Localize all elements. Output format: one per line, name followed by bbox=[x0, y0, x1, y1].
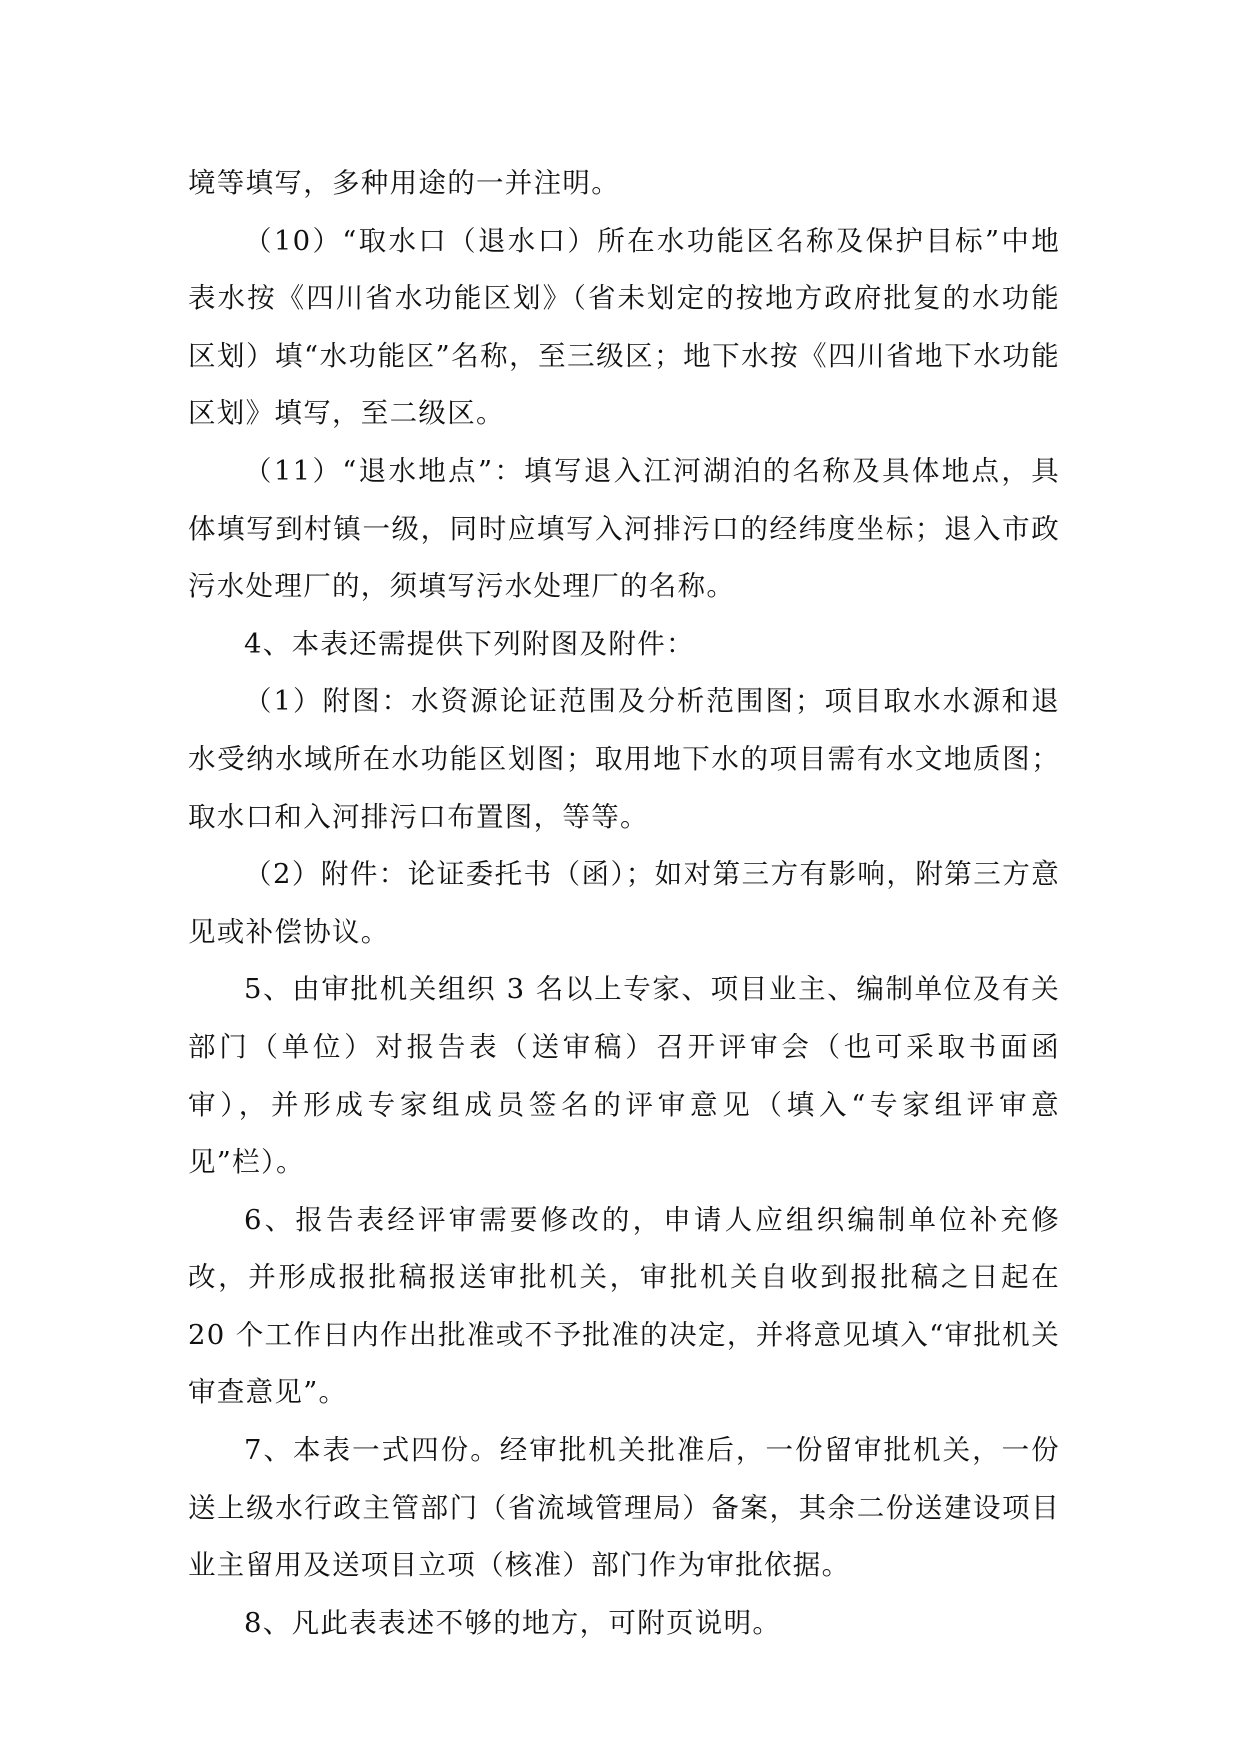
paragraph-continuation: 境等填写，多种用途的一并注明。 bbox=[188, 167, 620, 199]
paragraph-section-7: 7、本表一式四份。经审批机关批准后，一份留审批机关，一份送上级水行政主管部门（省流域管理局）备案，其余二份送建设项目业主留用及送项目立项（核准）部门作为审批依据。 bbox=[188, 1434, 1060, 1582]
paragraph-section-4: 4、本表还需提供下列附图及附件： bbox=[244, 627, 695, 660]
paragraph-section-6: 6、报告表经评审需要修改的，申请人应组织编制单位补充修改，并形成报批稿报送审批机关，审批机关自收到报批稿之日起在 20 个工作日内作出批准或不予批准的决定，并将意见填入“审批机关审查意见”。 bbox=[188, 1203, 1060, 1409]
paragraph-section-8: 8、凡此表表述不够的地方，可附页说明。 bbox=[244, 1606, 782, 1639]
paragraph-attachment-figures: （1）附图：水资源论证范围及分析范围图；项目取水水源和退水受纳水域所在水功能区划图；取用地下水的项目需有水文地质图；取水口和入河排污口布置图，等等。 bbox=[188, 685, 1060, 833]
paragraph-item-11: （11）“退水地点”：填写退入江河湖泊的名称及具体地点，具体填写到村镇一级，同时应填写入河排污口的经纬度坐标；退入市政污水处理厂的，须填写污水处理厂的名称。 bbox=[188, 454, 1060, 603]
paragraph-section-5: 5、由审批机关组织 3 名以上专家、项目业主、编制单位及有关部门（单位）对报告表（送审稿）召开评审会（也可采取书面函审），并形成专家组成员签名的评审意见（填入“专家组评审意见”栏）。 bbox=[188, 973, 1060, 1179]
document-body bbox=[188, 155, 1060, 1652]
paragraph-item-10: （10）“取水口（退水口）所在水功能区名称及保护目标”中地表水按《四川省水功能区划》（省未划定的按地方政府批复的水功能区划）填“水功能区”名称，至三级区；地下水按《四川省地下水功能区划》填写，至二级区。 bbox=[188, 224, 1060, 430]
paragraph-attachment-documents: （2）附件：论证委托书（函）；如对第三方有影响，附第三方意见或补偿协议。 bbox=[188, 858, 1060, 948]
